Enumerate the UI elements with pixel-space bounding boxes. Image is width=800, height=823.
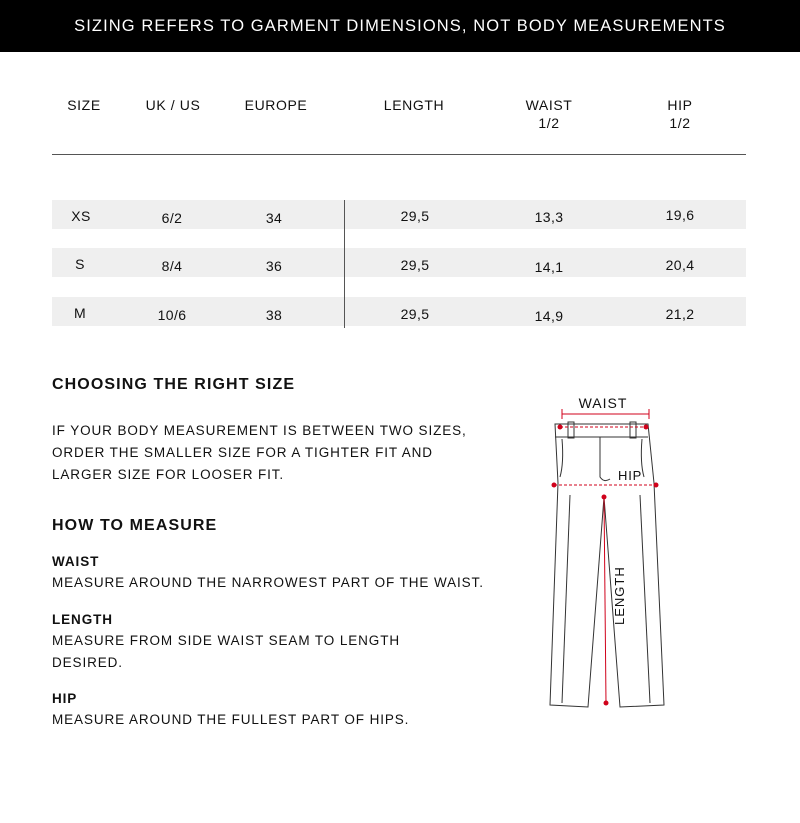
choosing-title: CHOOSING THE RIGHT SIZE (52, 376, 296, 393)
how-to-measure-title: HOW TO MEASURE (52, 517, 218, 534)
cell-hip: 20,4 (665, 257, 695, 273)
cell-size: XS (71, 208, 91, 224)
hip-text: MEASURE AROUND THE FULLEST PART OF HIPS. (52, 712, 410, 727)
diagram-hip-label: HIP (618, 468, 643, 483)
cell-hip: 21,2 (665, 306, 695, 322)
cell-length: 29,5 (400, 257, 430, 273)
diagram-waist-label: WAIST (578, 395, 628, 411)
trouser-diagram (540, 385, 670, 715)
waist-text: MEASURE AROUND THE NARROWEST PART OF THE WAIST. (52, 575, 484, 590)
cell-europe: 36 (265, 258, 283, 274)
cell-uk-us: 10/6 (157, 307, 187, 323)
table-row (52, 248, 746, 277)
length-label: LENGTH (52, 612, 113, 627)
cell-uk-us: 6/2 (161, 210, 183, 226)
cell-waist: 14,1 (534, 259, 564, 275)
header-hip: HIP 1/2 (667, 97, 693, 131)
table-row (52, 297, 746, 326)
header-europe: EUROPE (244, 97, 308, 113)
cell-waist: 13,3 (534, 209, 564, 225)
cell-uk-us: 8/4 (161, 258, 183, 274)
table-row (52, 200, 746, 229)
length-text: MEASURE FROM SIDE WAIST SEAM TO LENGTH DESIRED. (52, 633, 400, 670)
cell-size: S (75, 256, 85, 272)
hip-label: HIP (52, 691, 78, 706)
choosing-text: IF YOUR BODY MEASUREMENT IS BETWEEN TWO SIZES, ORDER THE SMALLER SIZE FOR A TIGHTER FIT AND LARGER SIZE FOR LOOSER FIT. (52, 423, 467, 482)
cell-length: 29,5 (400, 306, 430, 322)
cell-size: M (73, 305, 87, 321)
waist-label: WAIST (52, 554, 100, 569)
header-size: SIZE (67, 97, 101, 113)
column-divider (344, 200, 345, 328)
cell-europe: 38 (265, 307, 283, 323)
header-divider (52, 154, 746, 155)
header-uk-us: UK / US (145, 97, 201, 113)
header-waist: WAIST 1/2 (525, 97, 573, 131)
diagram-length-label: LENGTH (612, 566, 627, 625)
cell-length: 29,5 (400, 208, 430, 224)
cell-hip: 19,6 (665, 207, 695, 223)
cell-waist: 14,9 (534, 308, 564, 324)
cell-europe: 34 (265, 210, 283, 226)
sizing-banner: SIZING REFERS TO GARMENT DIMENSIONS, NOT BODY MEASUREMENTS (0, 0, 800, 52)
header-length: LENGTH (383, 97, 445, 113)
